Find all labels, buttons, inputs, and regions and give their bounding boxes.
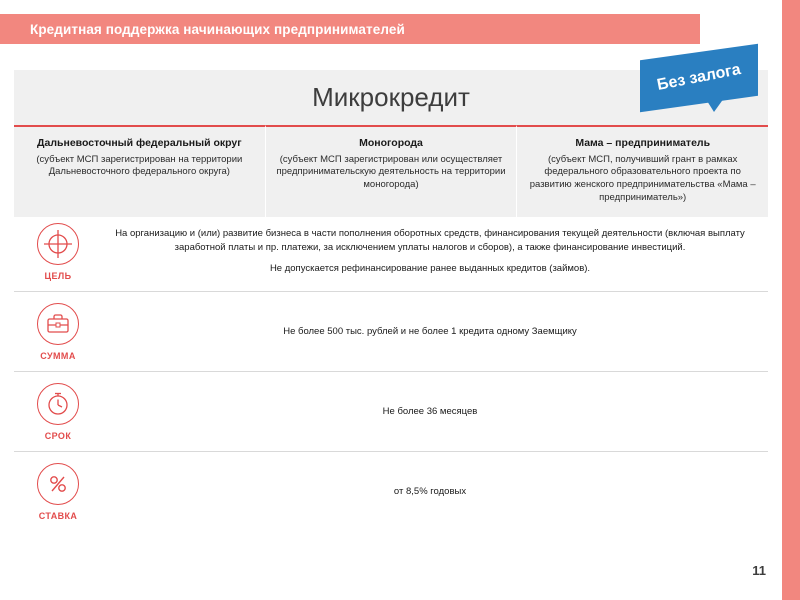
row-icon-cell xyxy=(14,455,102,529)
row-paragraph: На организацию и (или) развитие бизнеса в части пополнения оборотных средств, финансирования текущей деятельности (включая выплату заработной платы и пр. платежи, за исключением уплаты налогов и сборов), а также финансирование инвестиций. xyxy=(115,227,745,253)
page-number: 11 xyxy=(752,563,766,578)
row-icon-cell xyxy=(14,375,102,449)
no-collateral-ribbon xyxy=(640,52,760,114)
row-label: СРОК xyxy=(44,430,72,441)
row-icon-cell xyxy=(14,215,102,289)
row-text xyxy=(102,217,768,286)
row-label: СУММА xyxy=(40,350,76,361)
page-title: Кредитная поддержка начинающих предпринимателей xyxy=(30,21,405,37)
row-label: СТАВКА xyxy=(38,511,78,521)
terms-rows xyxy=(14,212,768,532)
table-row xyxy=(14,292,768,372)
segment-description: (субъект МСП, получивший грант в рамках федерального образовательного проекта по развитию женского предпринимательства «Мама – предприниматель») xyxy=(529,153,756,204)
segment-card-monogoroda xyxy=(266,125,518,217)
row-icon-cell xyxy=(14,295,102,369)
segments-row xyxy=(14,125,768,217)
table-row xyxy=(14,212,768,292)
segment-title: Дальневосточный федеральный округ xyxy=(37,137,242,149)
row-paragraph: Не более 36 месяцев xyxy=(382,405,478,417)
segment-title: Моногорода xyxy=(359,137,423,149)
header-bar xyxy=(0,14,700,44)
segment-description: (субъект МСП зарегистрирован на территории Дальневосточного федерального округа) xyxy=(36,153,243,178)
segment-card-dfo xyxy=(14,125,266,217)
row-text xyxy=(102,315,768,349)
table-row xyxy=(14,452,768,532)
segment-title: Мама – предприниматель xyxy=(575,137,711,149)
segment-description: (субъект МСП зарегистрирован или осуществляет предпринимательскую деятельность на территории моногорода) xyxy=(276,153,506,191)
target-icon xyxy=(37,223,79,265)
clock-icon xyxy=(37,383,79,425)
product-title: Микрокредит xyxy=(312,82,470,112)
table-row xyxy=(14,372,768,452)
row-text xyxy=(102,395,768,429)
briefcase-icon xyxy=(37,303,79,345)
row-paragraph: от 8,5% годовых xyxy=(393,486,467,498)
segment-card-mama-predprinimatel xyxy=(517,125,768,217)
ribbon-label: Без залога xyxy=(655,61,743,94)
row-text xyxy=(102,475,768,509)
right-decorative-stripe xyxy=(782,0,800,600)
percent-icon xyxy=(37,463,79,505)
row-label: ЦЕЛЬ xyxy=(44,270,72,281)
row-paragraph: Не более 500 тыс. рублей и не более 1 кредита одному Заемщику xyxy=(283,325,577,337)
row-paragraph: Не допускается рефинансирование ранее выданных кредитов (займов). xyxy=(269,263,591,275)
